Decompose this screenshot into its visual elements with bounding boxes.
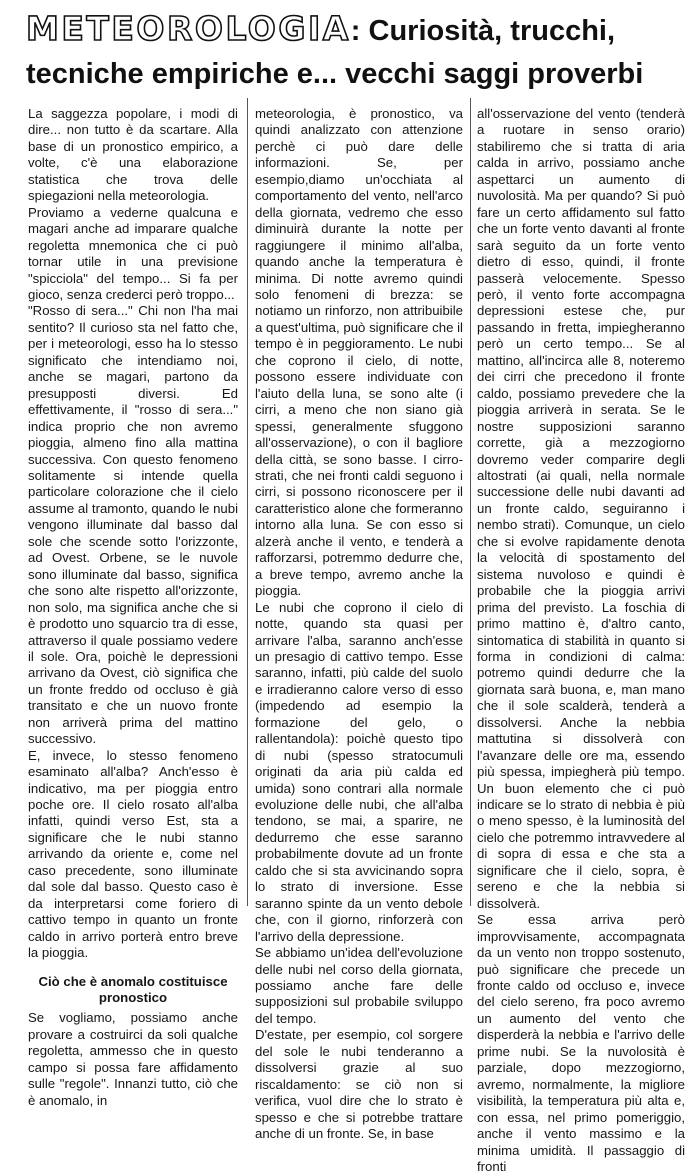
paragraph: Le nubi che coprono il cielo di notte, quando sta quasi per arrivare l'alba, saranno anch'esse un presagio di cattivo tempo. Esse saranno, infatti, più calde del suolo e irradieranno calore verso di esso (impedendo ad esempio la formazione del gelo, o rallentandola): poichè questo tipo di nubi (spesso stratocumuli originati da aria più calda ed umida) sono contrari alla normale evoluzione delle nubi, che all'alba tendono, se mai, a sparire, ne dedurremo che esse saranno probabilmente dovute ad un fronte caldo che si sta avvicinando sopra lo strato di inversione. Esse saranno spinte da un vento debole che, con il giorno, rinforzerà con l'arrivo della depressione. [255, 599, 463, 944]
article-headline [26, 10, 686, 94]
paragraph: D'estate, per esempio, col sorgere del sole le nubi tenderanno a dissolversi grazie al suo riscaldamento: se ciò non si verifica, vuol dire che lo strato è spesso e che si potrebbe trattare anche di un fronte. Se, in base [255, 1027, 463, 1142]
paragraph: meteorologia, è pronostico, va quindi analizzato con attenzione perchè ci può dare delle informazioni. Se, per esempio,diamo un'occhiata al comportamento del vento, nell'arco della giornata, vedremo che esso diminuirà durante la notte per raggiungere il minimo all'alba, quando anche la temperatura è minima. Di notte avremo quindi solo fenomeni di brezza: se notiamo un rinforzo, non attribuibile a quest'ultima, può significare che il tempo è in peggioramento. Le nubi che coprono il cielo, di notte, possono essere individuate con l'aiuto della luna, se sono alte (i cirri, a meno che non siano già spessi, generalmente sfuggono all'osservazione), o con il bagliore della città, se sono basse. I cirro-strati, che nei fronti caldi seguono i cirri, si possono riconoscere per il caratteristico alone che formeranno intorno alla luna. Se con esso si alzerà anche il vento, e tenderà a rafforzarsi, potremmo dedurre che, a breve tempo, avremo anche la pioggia. [255, 106, 463, 599]
paragraph: "Rosso di sera..." Chi non l'ha mai sentito? Il curioso sta nel fatto che, per i meteorologi, esso ha lo stesso significato che intendiamo noi, anche se magari, partono da presupposti diversi. Ed effettivamente, il "rosso di sera..." indica proprio che non avremo pioggia, almeno fino alla mattina successiva. Con questo fenomeno solitamente si intende quella particolare colorazione che il cielo assume al tramonto, quando le nubi vengono illuminate dal basso dal sole che scende sotto l'orizzonte, ad Ovest. Orbene, se le nuvole sono illuminate dal basso, significa che sono alte rispetto all'orizzonte, non solo, ma significa anche che si è prodotto uno squarcio tra di esse, attraverso il quale possiamo vedere il sole. Ora, poichè le depressioni arrivano da Ovest, ciò significa che un fronte freddo od occluso è già transitato e che un nuovo fronte non arriverà prima del mattino successivo. [28, 303, 238, 747]
paragraph: all'osservazione del vento (tenderà a ruotare in senso orario) stabiliremo che si tratta di aria calda in arrivo, possiamo anche aspettarci un aumento di nuvolosità. Ma per quando? Si può fare un certo affidamento sul fatto che un forte vento davanti al fronte sarà seguito da un forte vento dietro di esso, quindi, il fronte passerà velocemente. Spesso però, il vento forte accompagna depressioni estese che, pur passando in fretta, impiegheranno però un certo tempo... Se al mattino, all'incirca alle 8, noteremo dei cirri che precedono il fronte caldo, possiamo prevedere che la pioggia arriverà in serata. Se le nostre supposizioni saranno corrette, già a mezzogiorno dovremo veder comparire degli altostrati (ai quali, nella normale successione delle nubi davanti ad un fronte caldo, seguiranno i nembo strati). Comunque, un cielo che si evolve rapidamente denota la velocità di spostamento del sistema nuvoloso e quindi è probabile che la pioggia arrivi prima del previsto. La foschia di primo mattino è, d'altro canto, sintomatica di stabilità in quanto si forma in condizioni di calma: potremo quindi dedurre che la giornata sarà buona, e, man mano che il sole scalderà, tenderà a dissolversi. Anche la nebbia mattutina si dissolverà con l'avanzare delle ore ma, essendo più spessa, impiegherà più tempo. Un buon elemento che ci può indicare se lo strato di nebbia è più o meno spesso, è la luminosità del cielo che potremmo intravvedere al di sopra di essa e che sta a significare che il cielo, sopra, è sereno e che la nebbia si dissolverà. [477, 106, 685, 911]
column-divider-1 [247, 98, 248, 906]
paragraph: Se vogliamo, possiamo anche provare a costruirci da soli qualche regoletta, ammesso che in questo campo si possa fare affidamento sulle "regole". Innanzi tutto, ciò che è anomalo, in [28, 1010, 238, 1108]
headline-line-2: tecniche empiriche e... vecchi saggi proverbi [26, 58, 644, 90]
paragraph: La saggezza popolare, i modi di dire... non tutto è da scartare. Alla base di un pronostico empirico, a volte, c'è una elaborazione statistica che trova delle spiegazioni nella meteorologia. [28, 106, 238, 204]
column-divider-2 [470, 98, 471, 906]
headline-line-1 [26, 10, 686, 50]
paragraph: Se essa arriva però improvvisamente, accompagnata da un vento non troppo sostenuto, può significare che precede un fronte caldo od occluso e, invece del cielo sereno, fra poco avremo un aumento del vento che disperderà la nebbia e l'arrivo delle prime nubi. Se la nuvolosità è parziale, dopo mezzogiorno, avremo, normalmente, la migliore visibilità, la temperatura più alta e, con essa, nel primo pomeriggio, anche il vento massimo e la minima umidità. Il passaggio di fronti [477, 912, 685, 1174]
section-heading: Ciò che è anomalo costituisce pronostico [38, 973, 228, 1006]
paragraph: Proviamo a vederne qualcuna e magari anche ad imparare qualche regoletta mnemonica che ci può tornar utile in una previsione "spicciola" del tempo... Si fa per gioco, senza crederci però troppo... [28, 204, 238, 302]
headline-colon: : [350, 15, 361, 47]
text-column-2 [255, 106, 463, 1142]
paragraph: Se abbiamo un'idea dell'evoluzione delle nubi nel corso della giornata, possiamo anche fare delle supposizioni sul probabile sviluppo del tempo. [255, 945, 463, 1026]
headline-outlined-word: METEOROLOGIA [26, 9, 351, 48]
headline-subtitle-part1: Curiosità, trucchi, [360, 15, 616, 47]
text-column-1 [28, 106, 238, 1108]
text-column-3 [477, 106, 685, 1174]
paragraph: E, invece, lo stesso fenomeno esaminato all'alba? Anch'esso è indicativo, ma per pioggia entro poche ore. Il cielo rosato all'alba infatti, quindi verso Est, sta a significare che le nubi stanno arrivando da oriente e, come nel caso precedente, sono illuminate dal sole dal basso. Questo caso è da interpretarsi come foriero di cattivo tempo in quanto un fronte caldo in arrivo porterà entro breve la pioggia. [28, 747, 238, 961]
